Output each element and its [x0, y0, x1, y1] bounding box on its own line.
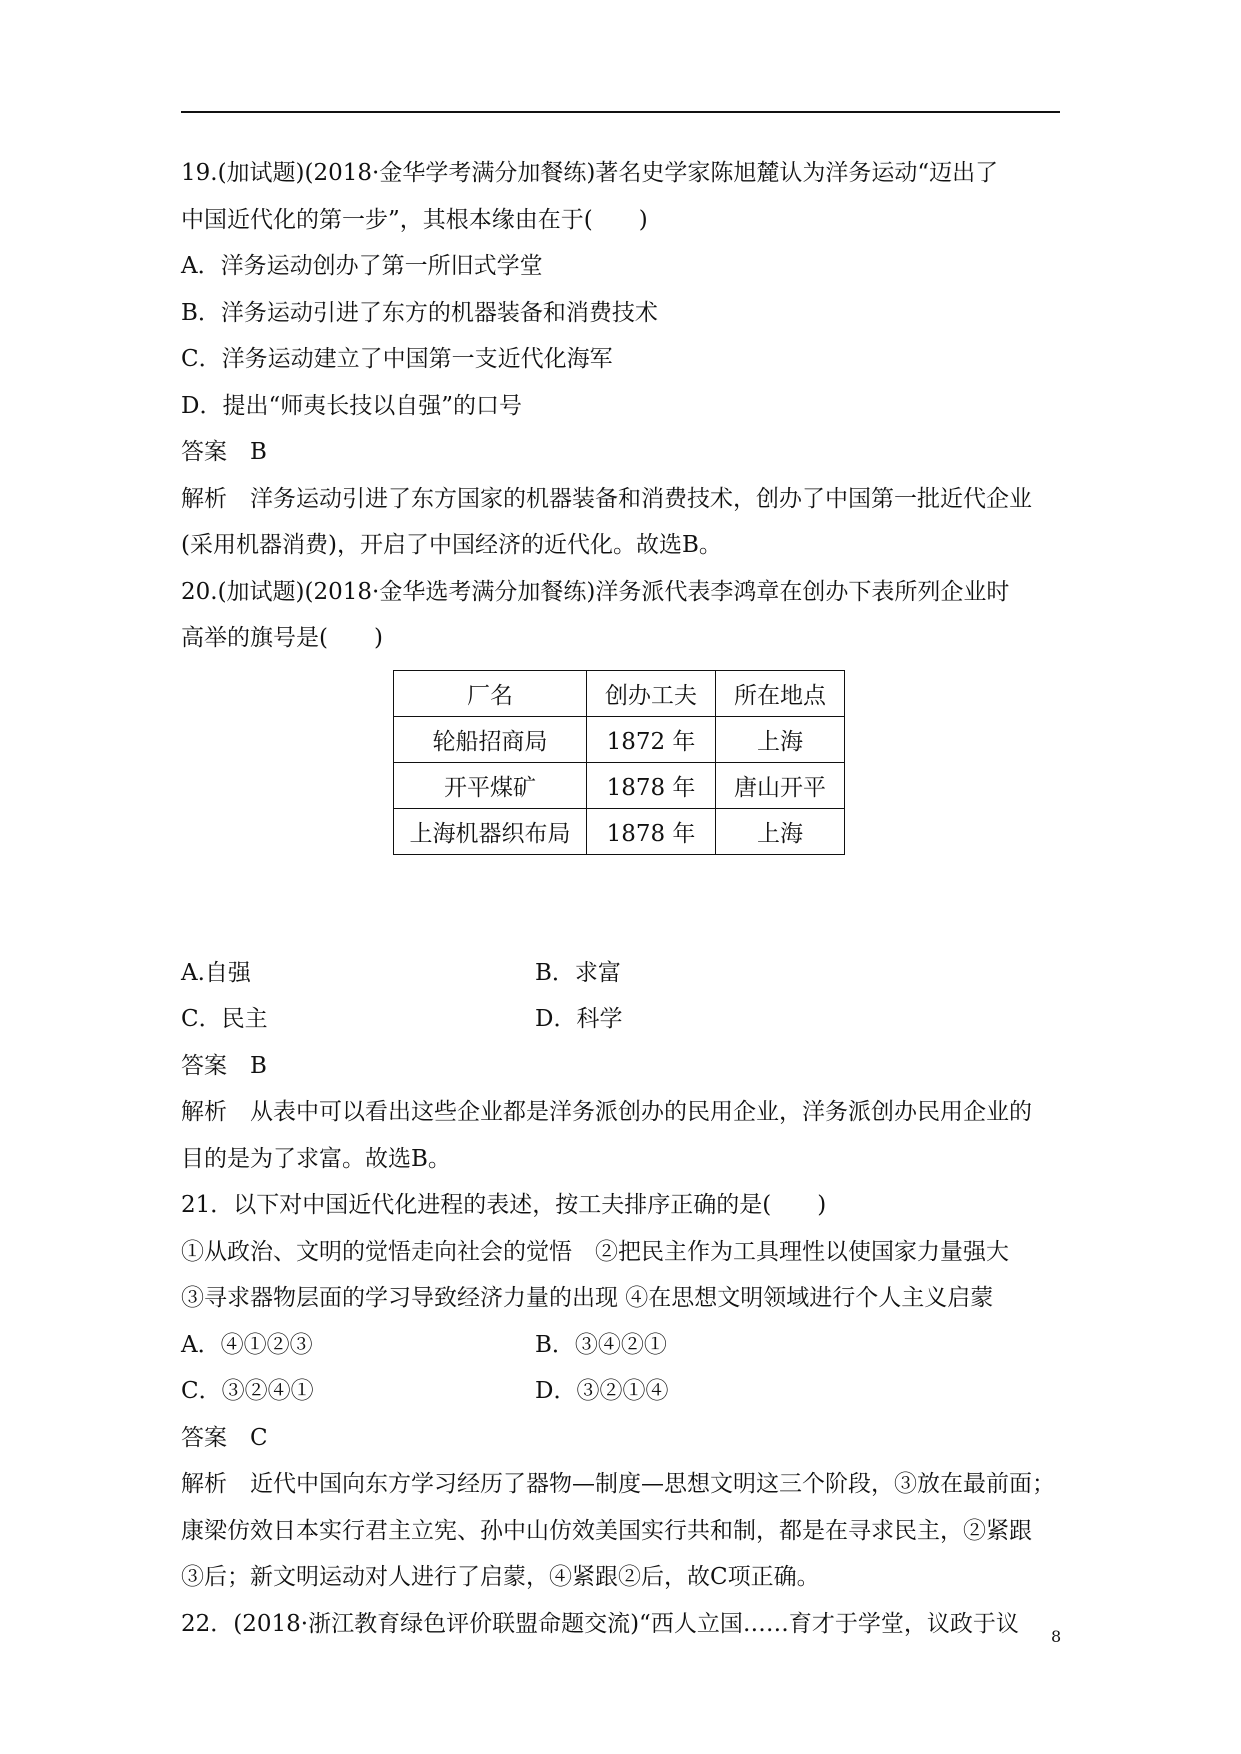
question-19-option-b: B．洋务运动引进了东方的机器装备和消费技术 [181, 299, 658, 326]
question-21-stem-line-3: ③寻求器物层面的学习导致经济力量的出现 ④在思想文明领域进行个人主义启蒙 [181, 1285, 994, 1311]
question-20-options-row-1 [181, 950, 1081, 997]
page-number: 8 [1051, 1627, 1062, 1646]
table-cell: 1878 年 [587, 808, 716, 854]
question-19-stem-line-2: 中国近代化的第一步”，其根本缘由在于( ) [181, 206, 648, 233]
table-cell: 轮船招商局 [394, 716, 587, 762]
question-20-option-b: B．求富 [535, 959, 621, 986]
question-20-analysis-line-1: 解析 从表中可以看出这些企业都是洋务派创办的民用企业，洋务派创办民用企业的 [181, 1099, 1032, 1125]
question-21-options-row-1 [181, 1322, 1081, 1369]
question-20-answer: 答案 B [181, 1052, 267, 1079]
question-20-analysis-line-2: 目的是为了求富。故选B。 [181, 1145, 451, 1172]
question-22-stem-line-1: 22．(2018·浙江教育绿色评价联盟命题交流)“西人立国……育才于学堂，议政于议 [181, 1610, 1019, 1637]
question-19-answer: 答案 B [181, 439, 267, 465]
question-21-option-a: A．④①②③ [181, 1331, 313, 1358]
table-row [394, 716, 845, 762]
question-21-analysis-line-1: 解析 近代中国向东方学习经历了器物—制度—思想文明这三个阶段，③放在最前面； [181, 1471, 1055, 1497]
question-20-option-c: C．民主 [181, 1006, 268, 1032]
question-19-stem-line-1: 19.(加试题)(2018·金华学考满分加餐练)著名史学家陈旭麓认为洋务运动“迈出了 [181, 160, 999, 186]
table-cell: 上海 [716, 808, 845, 854]
question-21-answer: 答案 C [181, 1424, 268, 1451]
question-21-options-row-2 [181, 1368, 1081, 1415]
question-21-analysis-line-3: ③后；新文明运动对人进行了启蒙，④紧跟②后，故C项正确。 [181, 1564, 820, 1590]
question-19-option-c: C．洋务运动建立了中国第一支近代化海军 [181, 346, 613, 372]
question-19-option-d: D．提出“师夷长技以自强”的口号 [181, 392, 522, 419]
question-19-analysis-line-1: 解析 洋务运动引进了东方国家的机器装备和消费技术，创办了中国第一批近代企业 [181, 485, 1032, 512]
question-21 [181, 1182, 1081, 1601]
question-20-option-d: D．科学 [535, 1006, 623, 1032]
page-content [181, 150, 1081, 1647]
table-header-row [394, 670, 845, 716]
header-rule [181, 111, 1060, 113]
question-21-option-d: D．③②①④ [535, 1378, 669, 1404]
question-19 [181, 150, 1081, 569]
question-21-stem-line-2: ①从政治、文明的觉悟走向社会的觉悟 ②把民主作为工具理性以使国家力量强大 [181, 1238, 1009, 1265]
table-header-cell: 厂名 [394, 670, 587, 716]
question-20-options-row-2 [181, 996, 1081, 1043]
table-row [394, 762, 845, 808]
table-cell: 1872 年 [587, 716, 716, 762]
table-cell: 开平煤矿 [394, 762, 587, 808]
question-20-stem-line-2: 高举的旗号是( ) [181, 625, 383, 651]
table-header-cell: 创办工夫 [587, 670, 716, 716]
enterprise-table [393, 670, 845, 855]
table-cell: 上海 [716, 716, 845, 762]
question-22 [181, 1601, 1081, 1648]
table-row [394, 808, 845, 854]
question-19-option-a: A．洋务运动创办了第一所旧式学堂 [181, 253, 543, 279]
question-21-stem-line-1: 21．以下对中国近代化进程的表述，按工夫排序正确的是( ) [181, 1192, 827, 1218]
table-header-cell: 所在地点 [716, 670, 845, 716]
question-21-option-c: C．③②④① [181, 1378, 314, 1404]
enterprise-table-wrapper [181, 662, 1081, 950]
table-cell: 1878 年 [587, 762, 716, 808]
question-20 [181, 569, 1081, 1183]
question-19-analysis-line-2: (采用机器消费)，开启了中国经济的近代化。故选B。 [181, 532, 722, 558]
question-21-option-b: B．③④②① [535, 1331, 667, 1358]
question-20-option-a: A.自强 [181, 959, 251, 986]
question-20-stem-line-1: 20.(加试题)(2018·金华选考满分加餐练)洋务派代表李鸿章在创办下表所列企业时 [181, 578, 1010, 605]
question-21-analysis-line-2: 康梁仿效日本实行君主立宪、孙中山仿效美国实行共和制，都是在寻求民主，②紧跟 [181, 1517, 1032, 1544]
table-cell: 上海机器织布局 [394, 808, 587, 854]
table-cell: 唐山开平 [716, 762, 845, 808]
